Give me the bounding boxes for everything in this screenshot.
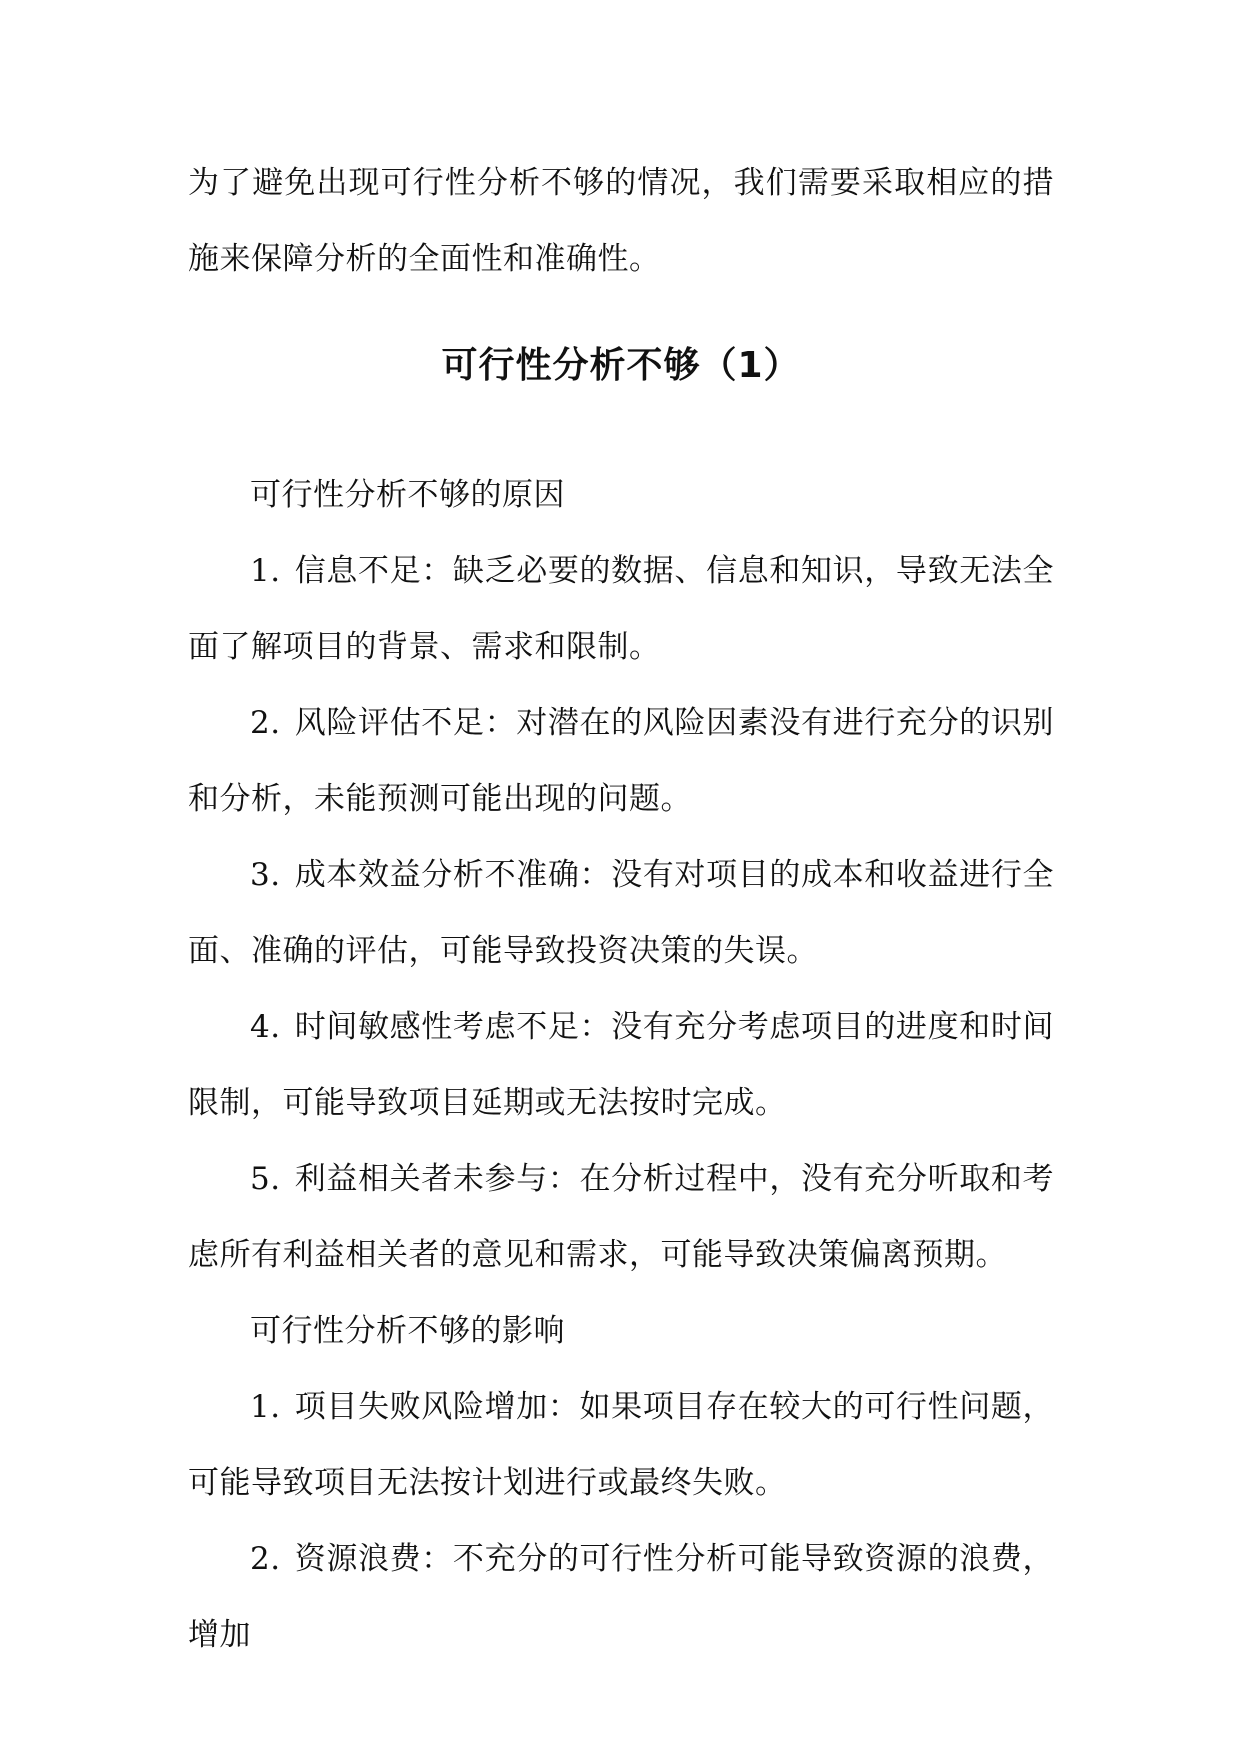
cause-item-2 — [188, 685, 1054, 837]
cause-item-number: 4. — [250, 1009, 281, 1045]
causes-heading: 可行性分析不够的原因 — [250, 477, 565, 513]
intro-paragraph: 为了避免出现可行性分析不够的情况，我们需要采取相应的措施来保障分析的全面性和准确性。 — [188, 165, 1054, 277]
cause-item-number: 5. — [250, 1161, 281, 1197]
cause-item-5 — [188, 1141, 1054, 1293]
cause-item-1 — [188, 533, 1054, 685]
cause-item-4 — [188, 989, 1054, 1141]
impact-item-text: 项目失败风险增加：如果项目存在较大的可行性问题，可能导致项目无法按计划进行或最终失败。 — [188, 1389, 1054, 1501]
impact-item-2 — [188, 1521, 1054, 1673]
impact-item-text: 资源浪费：不充分的可行性分析可能导致资源的浪费，增加 — [188, 1541, 1054, 1653]
cause-item-number: 1. — [250, 553, 281, 589]
cause-item-text: 时间敏感性考虑不足：没有充分考虑项目的进度和时间限制，可能导致项目延期或无法按时完成。 — [188, 1009, 1054, 1121]
cause-item-3 — [188, 837, 1054, 989]
document-body — [188, 145, 1054, 1673]
impact-item-1 — [188, 1369, 1054, 1521]
cause-item-text: 利益相关者未参与：在分析过程中，没有充分听取和考虑所有利益相关者的意见和需求，可能导致决策偏离预期。 — [188, 1161, 1054, 1273]
impact-item-number: 2. — [250, 1541, 281, 1577]
impact-item-number: 1. — [250, 1389, 281, 1425]
cause-item-text: 成本效益分析不准确：没有对项目的成本和收益进行全面、准确的评估，可能导致投资决策的失误。 — [188, 857, 1054, 969]
cause-item-number: 3. — [250, 857, 281, 893]
cause-item-text: 信息不足：缺乏必要的数据、信息和知识，导致无法全面了解项目的背景、需求和限制。 — [188, 553, 1054, 665]
cause-item-number: 2. — [250, 705, 281, 741]
cause-item-text: 风险评估不足：对潜在的风险因素没有进行充分的识别和分析，未能预测可能出现的问题。 — [188, 705, 1054, 817]
section-title: 可行性分析不够（1） — [441, 345, 801, 386]
impacts-heading: 可行性分析不够的影响 — [250, 1313, 565, 1349]
